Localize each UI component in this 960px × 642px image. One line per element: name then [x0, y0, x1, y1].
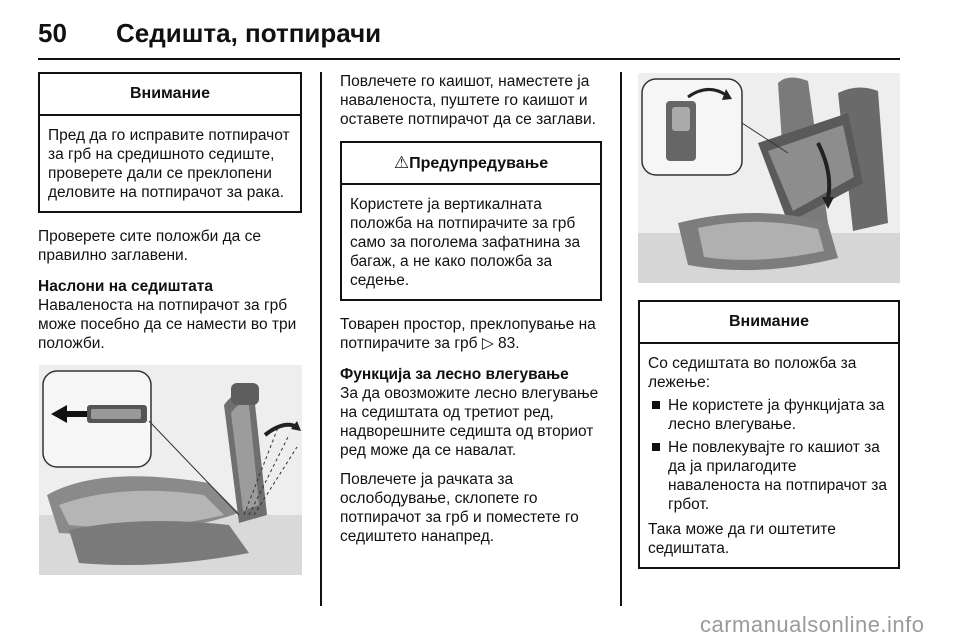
warning-heading	[342, 143, 600, 185]
notice-footer: Така може да ги оштетите седиштата.	[648, 521, 836, 557]
notice-text: Пред да го исправите потпирачот за грб на средишното седиште, проверете дали се преклопени деловите на потпирачот за рака.	[48, 127, 290, 201]
warning-heading-text: Предупредување	[409, 155, 549, 172]
page-reference-arrow-icon: ▷	[481, 335, 494, 352]
right-column	[638, 300, 900, 569]
warning-triangle-icon: ⚠	[393, 153, 410, 172]
warning-text: Користете ја вертикалната положба на потпирачите за грб само за поголема зафатнина за багаж, а не како положба за седење.	[350, 196, 581, 289]
bullet-text: Не користете ја функцијата за лесно влегување.	[668, 397, 885, 433]
notice-box-left	[38, 72, 302, 213]
column-divider-2	[620, 72, 622, 606]
check-text: Проверете сите положби да се правилно заглавени.	[38, 228, 261, 264]
notice-text-right: Со седиштата во положба за лежење:	[648, 355, 857, 391]
bullet-item	[648, 438, 890, 514]
notice-box-right	[638, 300, 900, 569]
cargo-reference[interactable]: 83.	[498, 335, 520, 352]
watermark: carmanualsonline.info	[700, 612, 925, 637]
pull-text: Повлечете ја рачката за ослободување, склопете го потпирачот за грб и поместете го седиштето нанапред.	[340, 471, 579, 545]
notice-heading-right: Внимание	[640, 302, 898, 344]
page-title: Седишта, потпирачи	[116, 18, 382, 48]
easy-entry-heading: Функција за лесно влегување	[340, 366, 569, 383]
middle-column	[340, 72, 602, 546]
easy-entry-illustration	[638, 73, 900, 283]
bullet-square-icon	[652, 443, 660, 451]
cargo-text	[340, 315, 602, 353]
left-column	[38, 72, 302, 353]
cargo-text-main: Товарен простор, преклопување на потпирачите за грб	[340, 316, 596, 352]
header-divider	[38, 58, 900, 60]
backrest-adjustment-illustration	[39, 365, 302, 575]
page-number: 50	[38, 18, 67, 48]
column-divider-1	[320, 72, 322, 606]
section-text: Наваленоста на потпирачот за грб може посебно да се намести во три положби.	[38, 297, 297, 352]
section-heading: Наслони на седиштата	[38, 278, 213, 295]
bullet-item	[648, 396, 890, 434]
warning-box	[340, 141, 602, 301]
notice-bullets	[648, 396, 890, 514]
bullet-text: Не повлекувајте го кашиот за да ја прилагодите наваленоста на потпирачот за грбот.	[668, 439, 888, 513]
intro-text: Повлечете го каишот, наместете ја наваленоста, пуштете го каишот и оставете потпирачот да се заглави.	[340, 73, 596, 128]
easy-entry-text: За да овозможите лесно влегување на седиштата од третиот ред, надворешните седишта од вториот ред може да се навалат.	[340, 385, 599, 459]
notice-heading: Внимание	[40, 74, 300, 116]
bullet-square-icon	[652, 401, 660, 409]
